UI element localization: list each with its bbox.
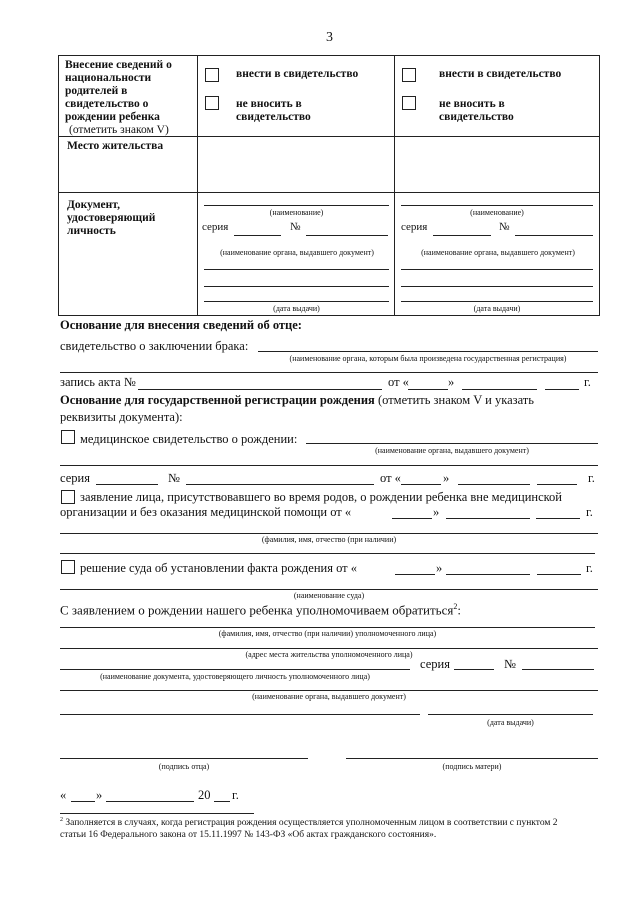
father-id-cell — [198, 193, 395, 316]
footnote-line1: Заполняется в случаях, когда регистрация рождения осуществляется уполномоченным лицом в соответствии с пунктом 2 — [65, 818, 558, 829]
authorized-fio-caption: (фамилия, имя, отчество (при наличии) уполномоченного лица) — [218, 629, 437, 638]
mother-issuer-caption: (наименование органа, выдавшего документ) — [421, 248, 575, 257]
father-issuer-caption: (наименование органа, выдавшего документ) — [220, 248, 374, 257]
nationality-note: (отметить знаком V) — [69, 124, 169, 136]
record-close-quote: » — [448, 375, 455, 389]
nationality-label-cell — [59, 56, 198, 137]
authorized-doc-caption: (наименование документа, удостоверяющего личность уполномоченного лица) — [100, 672, 370, 681]
statement-year: г. — [586, 505, 593, 519]
mother-exclude-checkbox[interactable] — [402, 96, 416, 110]
court-checkbox[interactable] — [61, 560, 75, 574]
father-residence-cell[interactable] — [198, 137, 395, 193]
birth-basis-heading-bold: Основание для государственной регистрации рождения — [60, 393, 375, 407]
mother-include-checkbox[interactable] — [402, 68, 416, 82]
med-cert-checkbox[interactable] — [61, 430, 75, 444]
statement-close-quote: » — [433, 505, 440, 519]
record-number-line[interactable] — [138, 389, 382, 390]
authorized-series-label: серия — [420, 657, 450, 671]
marriage-cert-line[interactable] — [258, 351, 598, 352]
date-year-prefix: 20 — [198, 788, 211, 802]
record-from: от « — [388, 375, 409, 389]
marriage-cert-label: свидетельство о заключении брака: — [60, 339, 249, 353]
authorized-issuer-caption: (наименование органа, выдавшего документ) — [252, 692, 406, 701]
mother-issue-date-caption: (дата выдачи) — [473, 304, 521, 313]
father-signature-line[interactable] — [60, 758, 308, 759]
court-close-quote: » — [436, 561, 443, 575]
mother-signature-caption: (подпись матери) — [442, 762, 502, 771]
med-year: г. — [588, 471, 595, 485]
statement-line2: организации и без оказания медицинской помощи от « — [60, 505, 352, 519]
med-cert-label: медицинское свидетельство о рождении: — [80, 432, 298, 446]
med-from: от « — [380, 471, 401, 485]
authorized-address-caption: (адрес места жительства уполномоченного лица) — [245, 650, 413, 659]
father-exclude-checkbox[interactable] — [205, 96, 219, 110]
parents-info-table — [58, 55, 600, 316]
court-label: решение суда об установлении факта рождения от « — [80, 561, 358, 575]
page-number: 3 — [326, 30, 333, 45]
residence-label-cell — [59, 137, 198, 193]
med-close-quote: » — [443, 471, 450, 485]
mother-nationality-cell — [395, 56, 600, 137]
father-number-label: № — [290, 221, 301, 233]
mother-signature-line[interactable] — [346, 758, 598, 759]
mother-residence-cell[interactable] — [395, 137, 600, 193]
authorized-number-label: № — [504, 657, 516, 671]
father-include-label: внести в свидетельство — [236, 68, 359, 80]
footnote-mark: 2 — [60, 817, 63, 823]
id-document-label: Документ, удостоверяющий личность — [67, 199, 156, 237]
date-year-suffix: г. — [232, 788, 239, 802]
father-series-label: серия — [202, 221, 229, 233]
father-include-checkbox[interactable] — [205, 68, 219, 82]
footnote — [60, 815, 600, 841]
birth-basis-heading — [60, 393, 534, 408]
date-close-quote: » — [96, 788, 103, 802]
birth-basis-heading-line2: реквизиты документа): — [60, 410, 183, 424]
authorized-text: С заявлением о рождении нашего ребенка уполномочиваем обратиться$^2$: — [60, 602, 461, 618]
footnote-line2: статьи 16 Федерального закона от 15.11.1997 № 143-ФЗ «Об актах гражданского состояния». — [60, 829, 437, 840]
authorized-date-caption: (дата выдачи) — [487, 718, 534, 727]
med-cert-line[interactable] — [306, 443, 598, 444]
med-series-label: серия — [60, 471, 90, 485]
court-year: г. — [586, 561, 593, 575]
father-nationality-cell — [198, 56, 395, 137]
residence-label: Место жительства — [67, 140, 164, 152]
footnote-divider — [60, 813, 254, 814]
statement-line1: заявление лица, присутствовавшего во время родов, о рождении ребенка вне медицинской — [80, 490, 563, 504]
court-caption: (наименование суда) — [293, 591, 365, 600]
med-number-label: № — [168, 471, 180, 485]
mother-id-cell — [395, 193, 600, 316]
father-exclude-label: не вносить в свидетельство — [236, 98, 311, 123]
father-basis-heading: Основание для внесения сведений об отце: — [60, 318, 302, 332]
marriage-cert-line-2[interactable] — [60, 372, 598, 373]
mother-exclude-label: не вносить в свидетельство — [439, 98, 514, 123]
father-doc-name-caption: (наименование) — [269, 208, 324, 217]
mother-number-label: № — [499, 221, 510, 233]
authorized-footnote-mark: 2 — [453, 602, 458, 611]
authorized-text-main: С заявлением о рождении нашего ребенка уполномочиваем обратиться — [60, 602, 454, 618]
mother-doc-name-caption: (наименование) — [470, 208, 524, 217]
date-open-quote: « — [60, 788, 67, 802]
marriage-cert-caption: (наименование органа, которым была произведена государственная регистрация) — [289, 354, 567, 363]
statement-checkbox[interactable] — [61, 490, 75, 504]
birth-basis-heading-rest: (отметить знаком V и указать — [377, 393, 534, 407]
id-document-label-cell — [59, 193, 198, 316]
record-label: запись акта № — [60, 375, 136, 389]
mother-series-label: серия — [401, 221, 428, 233]
statement-caption: (фамилия, имя, отчество (при наличии) — [261, 535, 397, 544]
mother-include-label: внести в свидетельство — [439, 68, 562, 80]
father-issue-date-caption: (дата выдачи) — [273, 304, 320, 313]
father-signature-caption: (подпись отца) — [158, 762, 210, 771]
record-year: г. — [584, 375, 591, 389]
nationality-label: Внесение сведений о национальности родителей в свидетельство о рождении ребенка — [65, 59, 172, 123]
med-cert-caption: (наименование органа, выдавшего документ) — [375, 446, 529, 455]
